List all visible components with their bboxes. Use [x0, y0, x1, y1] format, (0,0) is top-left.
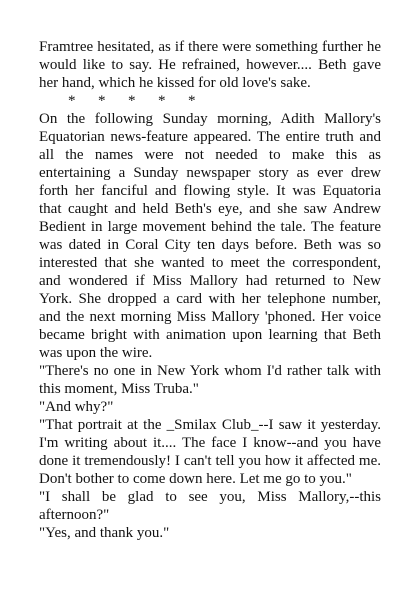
paragraph-dialogue-and-why: "And why?" — [39, 399, 114, 415]
section-separator: * * * * * — [68, 93, 196, 109]
paragraph-dialogue-glad: "I shall be glad to see you, Miss Mallory,--this afternoon?" — [39, 489, 381, 523]
paragraph-dialogue-no-one: "There's no one in New York whom I'd rather talk with this moment, Miss Truba." — [39, 363, 381, 397]
paragraph-framtree-farewell: Framtree hesitated, as if there were something further he would like to say. He refrained, however.... Beth gave her hand, which he kissed for old love's sake. — [39, 39, 381, 91]
paragraph-news-feature: On the following Sunday morning, Adith Mallory's Equatorian news-feature appeared. The entire truth and all the names were not needed to make this as entertaining a Sunday newspaper story as ever drew forth her fanciful and flowing style. It was Equatoria that caught and held Beth's eye, and she saw Andrew Bedient in large movement behind the tale. The feature was dated in Coral City ten days before. Beth was so interested that she wanted to meet the correspondent, and wondered if Miss Mallory had returned to New York. She dropped a card with her telephone number, and the next morning Miss Mallory 'phoned. Her voice became bright with animation upon learning that Beth was upon the wire. — [39, 111, 381, 361]
document-page — [39, 38, 381, 542]
paragraph-dialogue-portrait: "That portrait at the _Smilax Club_--I saw it yesterday. I'm writing about it.... The face I know--and you have done it tremendously! I can't tell you how it affected me. Don't bother to come down here. Let me go to you." — [39, 417, 381, 487]
paragraph-dialogue-thank-you: "Yes, and thank you." — [39, 525, 170, 541]
